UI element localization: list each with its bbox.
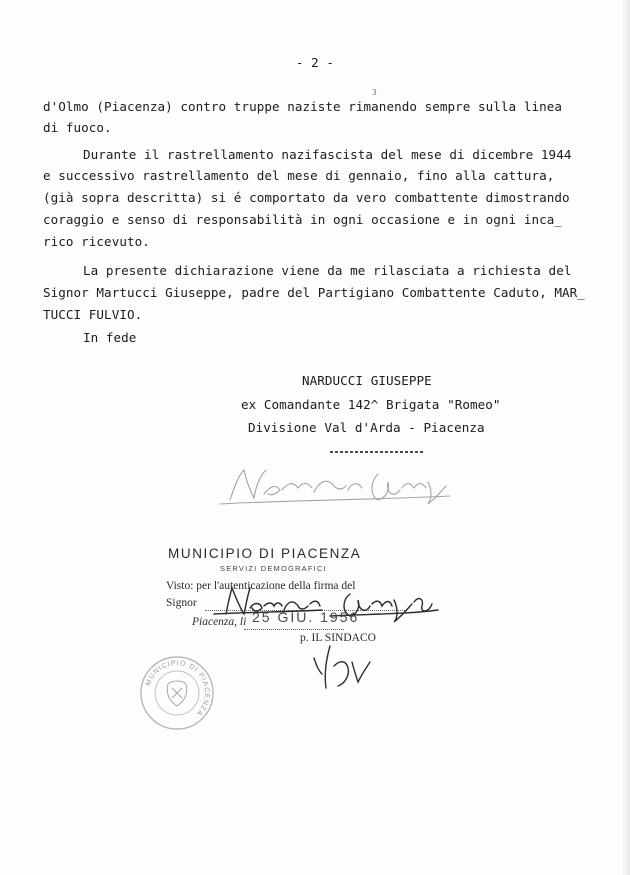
body-line: La presente dichiarazione viene da me rilasciata a richiesta del (83, 263, 572, 278)
stamp-date: 25 GIU. 1956 (252, 609, 360, 625)
signatory-role: ex Comandante 142^ Brigata "Romeo" (241, 397, 501, 412)
body-line: rico ricevuto. (43, 234, 150, 249)
body-line: (già sopra descritta) si é comportato da vero combattente dimostrando (43, 190, 570, 205)
body-line: Signor Martucci Giuseppe, padre del Partigiano Combattente Caduto, MAR_ (43, 285, 585, 300)
body-line: di fuoco. (43, 120, 112, 135)
mayor-signature-icon (308, 640, 378, 696)
closing: In fede (83, 330, 137, 345)
ink-mark: 3 (372, 88, 377, 97)
svg-text:MUNICIPIO DI PIACENZA: MUNICIPIO DI PIACENZA (145, 659, 211, 718)
municipio-stamp-subtitle: SERVIZI DEMOGRAFICI (220, 564, 327, 573)
signatory-division: Divisione Val d'Arda - Piacenza (248, 420, 485, 435)
round-seal-icon (138, 654, 216, 732)
stamp-date-dotted-line (244, 629, 344, 630)
page-number: - 2 - (295, 55, 335, 70)
body-line: coraggio e senso di responsabilità in ogni occasione e in ogni inca_ (43, 212, 562, 227)
body-line: TUCCI FULVIO. (43, 307, 143, 322)
stamp-signor-label: Signor (166, 597, 197, 609)
signatory-name: NARDUCCI GIUSEPPE (302, 373, 432, 388)
dashed-rule (330, 450, 424, 454)
body-line: e successivo rastrellamento del mese di gennaio, fino alla cattura, (43, 168, 555, 183)
stamp-authentication-line: Visto: per l'autenticazione della firma del (166, 580, 356, 592)
faded-signature-icon (210, 460, 460, 510)
body-line: Durante il rastrellamento nazifascista del mese di dicembre 1944 (83, 147, 572, 162)
stamp-place-label: Piacenza, li (192, 616, 247, 628)
municipio-stamp-title: MUNICIPIO DI PIACENZA (168, 546, 362, 561)
page-edge-shadow (620, 0, 630, 875)
body-line: d'Olmo (Piacenza) contro truppe naziste rimanendo sempre sulla linea (43, 99, 562, 114)
stamp-mayor-label: p. IL SINDACO (300, 632, 376, 644)
